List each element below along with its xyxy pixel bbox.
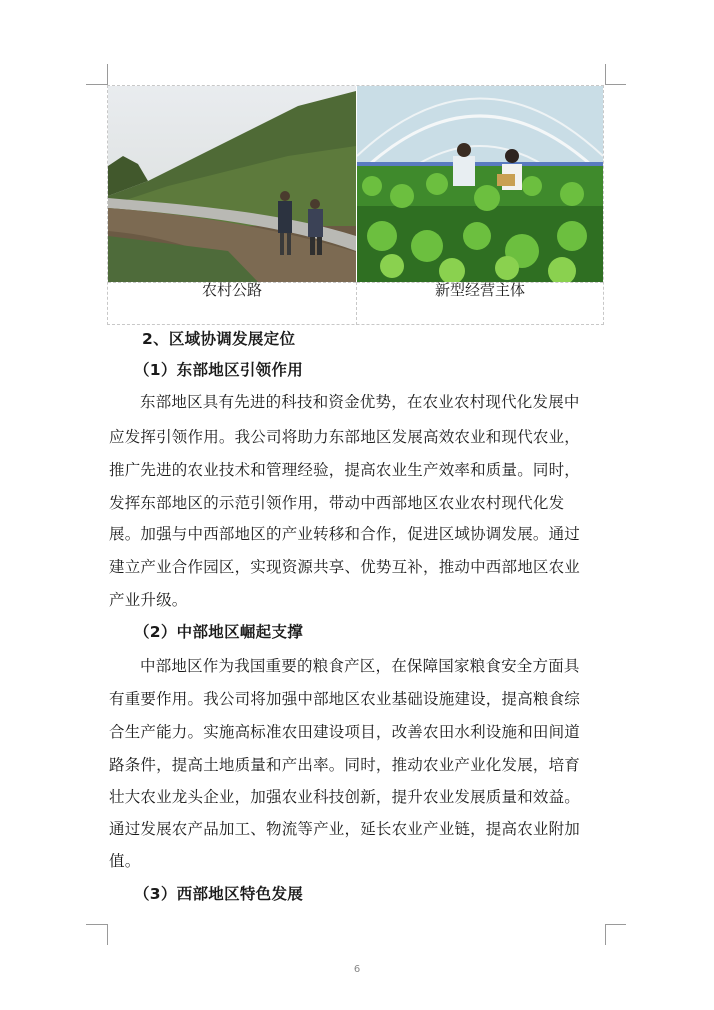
central-line: 值。 (109, 852, 141, 870)
crop-mark-top-left-h (86, 84, 107, 85)
crop-mark-bottom-right-h (605, 924, 626, 925)
central-line: 中部地区作为我国重要的粮食产区，在保障国家粮食安全方面具 (140, 657, 580, 675)
central-line: 有重要作用。我公司将加强中部地区农业基础设施建设，提高粮食综 (109, 690, 581, 708)
greenhouse-photo (357, 86, 603, 282)
central-line: 通过发展农产品加工、物流等产业，延长农业产业链，提高农业附加 (109, 820, 581, 838)
crop-mark-top-right-h (605, 84, 626, 85)
rural-road-photo (108, 86, 356, 282)
east-heading: （1）东部地区引领作用 (134, 361, 304, 379)
west-heading: （3）西部地区特色发展 (134, 885, 304, 903)
section-heading: 2、区域协调发展定位 (142, 330, 296, 348)
east-line: 展。加强与中西部地区的产业转移和合作，促进区域协调发展。通过 (109, 525, 581, 543)
crop-mark-bottom-left-h (86, 924, 107, 925)
central-line: 合生产能力。实施高标准农田建设项目，改善农田水利设施和田间道 (109, 723, 581, 741)
page-number: 6 (353, 964, 361, 975)
east-line: 东部地区具有先进的科技和资金优势，在农业农村现代化发展中 (140, 393, 580, 411)
caption-rural-road: 农村公路 (108, 282, 356, 325)
figure-table (107, 85, 604, 325)
east-line: 推广先进的农业技术和管理经验，提高农业生产效率和质量。同时， (109, 461, 581, 479)
central-line: 壮大农业龙头企业，加强农业科技创新，提升农业发展质量和效益。 (109, 788, 581, 806)
central-line: 路条件，提高土地质量和产出率。同时，推动农业产业化发展，培育 (109, 756, 581, 774)
east-line: 建立产业合作园区，实现资源共享、优势互补，推动中西部地区农业 (109, 558, 581, 576)
east-line: 应发挥引领作用。我公司将助力东部地区发展高效农业和现代农业， (109, 428, 581, 446)
caption-new-operators: 新型经营主体 (357, 282, 603, 325)
crop-mark-bottom-right-v (605, 924, 606, 945)
central-heading: （2）中部地区崛起支撑 (134, 623, 304, 641)
east-line: 产业升级。 (109, 591, 188, 609)
crop-mark-top-left-v (107, 64, 108, 85)
crop-mark-bottom-left-v (107, 924, 108, 945)
crop-mark-top-right-v (605, 64, 606, 85)
east-line: 发挥东部地区的示范引领作用，带动中西部地区农业农村现代化发 (109, 494, 565, 512)
